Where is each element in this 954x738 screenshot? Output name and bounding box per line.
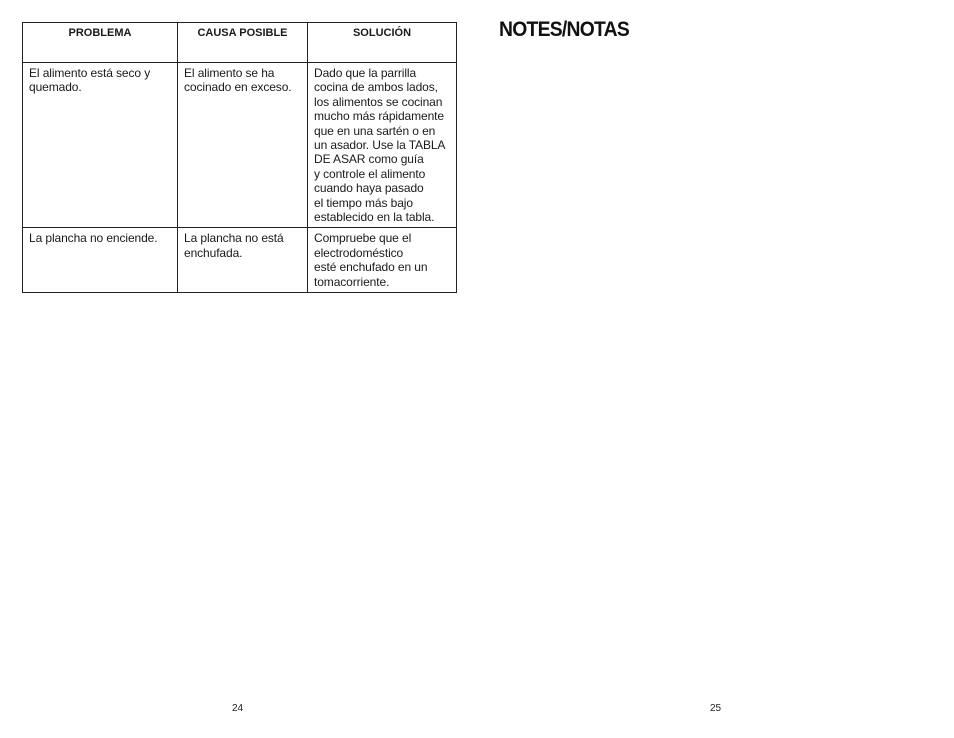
page-number-left: 24: [232, 703, 244, 714]
table-row: [23, 228, 457, 293]
cell-line: un asador. Use la TABLA: [314, 138, 446, 153]
cell-line: los alimentos se cocinan: [314, 94, 443, 109]
cell-line: mucho más rápidamente: [314, 109, 444, 124]
header-solucion: SOLUCIÓN: [308, 23, 457, 63]
cell-line: establecido en la tabla.: [314, 210, 435, 225]
cell-line: cocinado en exceso.: [184, 80, 292, 95]
cell-line: que en una sartén o en: [314, 123, 436, 138]
cell-line: El alimento está seco y: [29, 66, 151, 80]
cell-line: esté enchufado en un: [314, 260, 428, 275]
cell-problema: [23, 228, 178, 293]
cell-line: Dado que la parrilla: [314, 66, 417, 80]
right-page: [477, 0, 954, 738]
cell-line: cuando haya pasado: [314, 181, 424, 196]
cell-solucion: [308, 63, 457, 228]
cell-line: electrodoméstico: [314, 245, 404, 260]
page-number-right: 25: [710, 703, 722, 714]
cell-line: enchufada.: [184, 245, 243, 260]
cell-line: Compruebe que el: [314, 231, 412, 246]
notes-title: NOTES/NOTAS: [499, 18, 630, 41]
cell-line: La plancha no está: [184, 231, 284, 246]
cell-causa: [178, 228, 308, 293]
header-problema: PROBLEMA: [23, 23, 178, 63]
cell-line: El alimento se ha: [184, 66, 275, 80]
cell-line: DE ASAR como guía: [314, 152, 424, 167]
cell-problema: [23, 63, 178, 228]
troubleshooting-table: [22, 22, 457, 293]
table-header-row: [23, 23, 457, 63]
cell-line: tomacorriente.: [314, 274, 390, 289]
cell-causa: [178, 63, 308, 228]
header-causa-posible: CAUSA POSIBLE: [178, 23, 308, 63]
cell-line: La plancha no enciende.: [29, 231, 158, 246]
cell-solucion: [308, 228, 457, 293]
cell-line: el tiempo más bajo: [314, 195, 413, 210]
cell-line: cocina de ambos lados,: [314, 80, 438, 95]
cell-line: y controle el alimento: [314, 166, 426, 181]
table-row: [23, 63, 457, 228]
cell-line: quemado.: [29, 80, 82, 95]
